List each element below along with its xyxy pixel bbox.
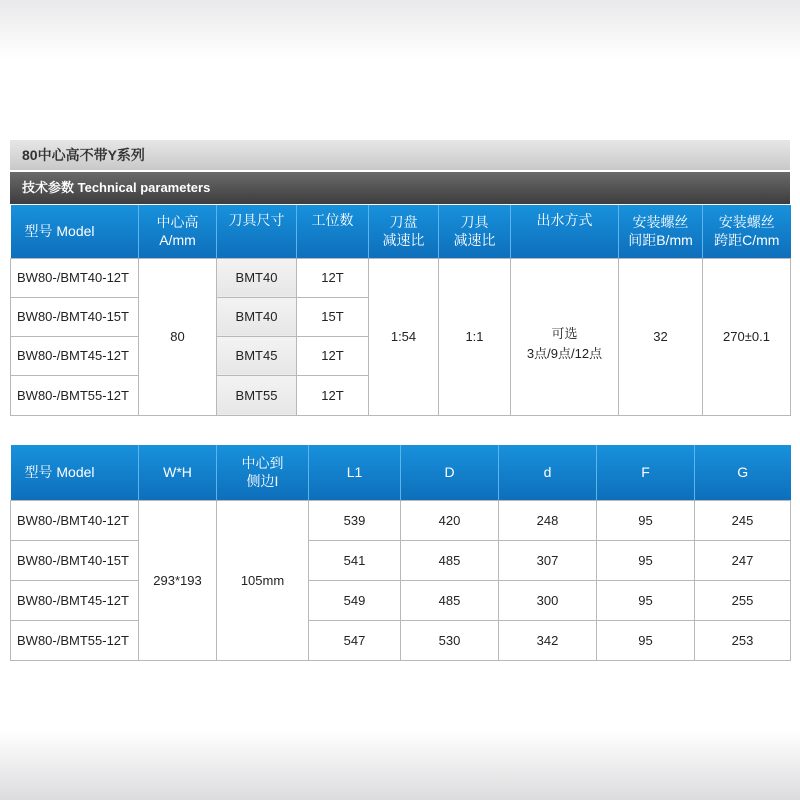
disc-ratio-cell: 1:54 [369,258,439,415]
header-l1: L1 [309,445,401,500]
model-cell: BW80-/BMT45-12T [11,336,139,375]
table-row [11,500,791,540]
header-model: 型号 Model [11,205,139,258]
header-stations: 工位数 [297,205,369,258]
f-cell: 95 [597,500,695,540]
table-row [11,258,791,297]
tool-size-cell: BMT45 [217,336,297,375]
series-title: 80中心高不带Y系列 [10,140,790,170]
d-lower-cell: 248 [499,500,597,540]
screw-span-cell: 270±0.1 [703,258,791,415]
d-upper-cell: 485 [401,540,499,580]
f-cell: 95 [597,620,695,660]
l1-cell: 541 [309,540,401,580]
d-upper-cell: 420 [401,500,499,540]
header-d-lower: d [499,445,597,500]
table-row [11,580,791,620]
header-model: 型号 Model [11,445,139,500]
center-to-side-cell: 105mm [217,500,309,660]
center-height-cell: 80 [139,258,217,415]
stations-cell: 12T [297,336,369,375]
header-f: F [597,445,695,500]
header-g: G [695,445,791,500]
d-upper-cell: 485 [401,580,499,620]
stations-cell: 15T [297,297,369,336]
water-outlet-cell: 可选 3点/9点/12点 [511,258,619,415]
f-cell: 95 [597,580,695,620]
header-wh: W*H [139,445,217,500]
model-cell: BW80-/BMT40-15T [11,540,139,580]
stations-cell: 12T [297,258,369,297]
header-screw-spacing: 安装螺丝 间距B/mm [619,205,703,258]
header-tool-ratio: 刀具 减速比 [439,205,511,258]
l1-cell: 539 [309,500,401,540]
table-row [11,620,791,660]
model-cell: BW80-/BMT45-12T [11,580,139,620]
tool-ratio-cell: 1:1 [439,258,511,415]
screw-spacing-cell: 32 [619,258,703,415]
header-disc-ratio: 刀盘 减速比 [369,205,439,258]
d-upper-cell: 530 [401,620,499,660]
d-lower-cell: 300 [499,580,597,620]
d-lower-cell: 307 [499,540,597,580]
header-center-to-side: 中心到 侧边I [217,445,309,500]
header-water-outlet: 出水方式 [511,205,619,258]
section-header: 技术参数 Technical parameters [10,172,790,204]
l1-cell: 549 [309,580,401,620]
table-header-row [11,445,791,500]
g-cell: 253 [695,620,791,660]
tool-size-cell: BMT40 [217,297,297,336]
header-screw-span: 安装螺丝 跨距C/mm [703,205,791,258]
tool-size-cell: BMT40 [217,258,297,297]
g-cell: 255 [695,580,791,620]
stations-cell: 12T [297,375,369,415]
g-cell: 247 [695,540,791,580]
model-cell: BW80-/BMT40-15T [11,297,139,336]
g-cell: 245 [695,500,791,540]
table-row [11,540,791,580]
header-center-height: 中心高 A/mm [139,205,217,258]
tool-size-cell: BMT55 [217,375,297,415]
f-cell: 95 [597,540,695,580]
l1-cell: 547 [309,620,401,660]
table-header-row [11,205,791,258]
header-d-upper: D [401,445,499,500]
header-tool-size: 刀具尺寸 [217,205,297,258]
model-cell: BW80-/BMT40-12T [11,258,139,297]
dimensions-table [10,445,791,661]
model-cell: BW80-/BMT55-12T [11,375,139,415]
d-lower-cell: 342 [499,620,597,660]
model-cell: BW80-/BMT55-12T [11,620,139,660]
technical-parameters-table [10,205,791,416]
wh-cell: 293*193 [139,500,217,660]
model-cell: BW80-/BMT40-12T [11,500,139,540]
